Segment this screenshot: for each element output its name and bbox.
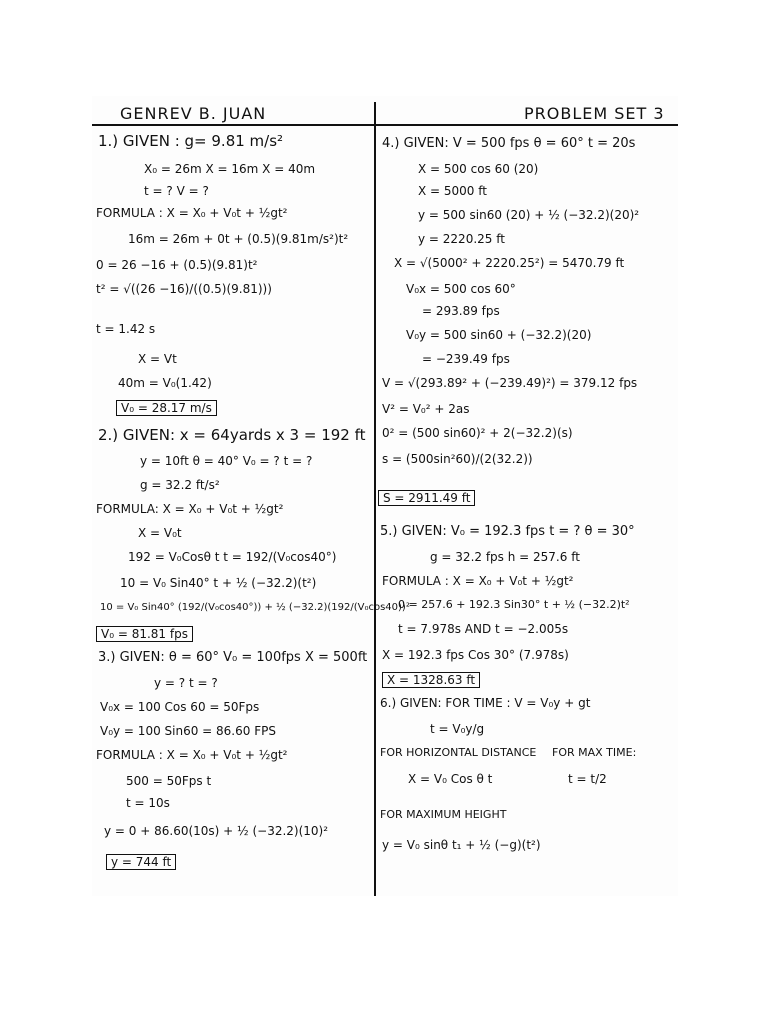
p2-answer: V₀ = 81.81 fps	[96, 626, 193, 642]
p4-answer: S = 2911.49 ft	[378, 490, 475, 506]
p1-formula: FORMULA : X = X₀ + V₀t + ½gt²	[96, 206, 288, 220]
p6-horizontal-label: FOR HORIZONTAL DISTANCE	[380, 746, 537, 759]
p3-step3: y = 0 + 86.60(10s) + ½ (−32.2)(10)²	[104, 824, 329, 838]
p6-height: y = V₀ sinθ t₁ + ½ (−g)(t²)	[382, 838, 541, 852]
p1-step2: 0 = 26 −16 + (0.5)(9.81)t²	[96, 258, 258, 272]
p5-given: 5.) GIVEN: V₀ = 192.3 fps t = ? θ = 30°	[380, 524, 635, 539]
p3-step1: 500 = 50Fps t	[126, 774, 212, 788]
p4-step9: = −239.49 fps	[422, 352, 510, 366]
p5-step2: t = 7.978s AND t = −2.005s	[398, 622, 569, 636]
p1-time: t = 1.42 s	[96, 322, 156, 336]
p1-step4: X = Vt	[138, 352, 177, 366]
p1-step3: t² = √((26 −16)/((0.5)(9.81)))	[96, 282, 272, 296]
p3-answer: y = 744 ft	[106, 854, 176, 870]
p3-unknowns: y = ? t = ?	[154, 676, 218, 690]
header-rule	[92, 124, 678, 126]
p3-step2: t = 10s	[126, 796, 170, 810]
p4-given: 4.) GIVEN: V = 500 fps θ = 60° t = 20s	[382, 136, 636, 151]
p5-step3: X = 192.3 fps Cos 30° (7.978s)	[382, 648, 569, 662]
p4-step2: X = 5000 ft	[418, 184, 487, 198]
p4-step5: X = √(5000² + 2220.25²) = 5470.79 ft	[394, 256, 625, 270]
p4-step12: 0² = (500 sin60)² + 2(−32.2)(s)	[382, 426, 573, 440]
p4-step13: s = (500sin²60)/(2(32.2))	[382, 452, 533, 466]
p2-gravity: g = 32.2 ft/s²	[140, 478, 220, 492]
p4-step11: V² = V₀² + 2as	[382, 402, 470, 416]
p1-unknowns: t = ? V = ?	[144, 184, 209, 198]
p3-voy: V₀y = 100 Sin60 = 86.60 FPS	[100, 724, 276, 738]
p6-given: 6.) GIVEN: FOR TIME : V = V₀y + gt	[380, 696, 591, 710]
p2-formula: FORMULA: X = X₀ + V₀t + ½gt²	[96, 502, 284, 516]
p4-step3: y = 500 sin60 (20) + ½ (−32.2)(20)²	[418, 208, 640, 222]
p2-given: 2.) GIVEN: x = 64yards x 3 = 192 ft	[98, 426, 366, 444]
center-divider	[374, 102, 376, 896]
p5-values: g = 32.2 fps h = 257.6 ft	[430, 550, 580, 564]
p6-time: t = V₀y/g	[430, 722, 485, 736]
p2-step2: 192 = V₀Cosθ t t = 192/(V₀cos40°)	[128, 550, 337, 564]
p4-step4: y = 2220.25 ft	[418, 232, 505, 246]
p6-height-label: FOR MAXIMUM HEIGHT	[380, 808, 507, 821]
p5-formula: FORMULA : X = X₀ + V₀t + ½gt²	[382, 574, 574, 588]
p3-formula: FORMULA : X = X₀ + V₀t + ½gt²	[96, 748, 288, 762]
p3-given: 3.) GIVEN: θ = 60° V₀ = 100fps X = 500ft	[98, 650, 368, 665]
p2-step4: 10 = V₀ Sin40° (192/(V₀cos40°)) + ½ (−32.2)(192/(V₀cos40))²	[100, 602, 410, 613]
p4-step7: = 293.89 fps	[422, 304, 500, 318]
p4-step10: V = √(293.89² + (−239.49)²) = 379.12 fps	[382, 376, 638, 390]
p4-step8: V₀y = 500 sin60 + (−32.2)(20)	[406, 328, 592, 342]
p2-values: y = 10ft θ = 40° V₀ = ? t = ?	[140, 454, 313, 468]
p5-answer: X = 1328.63 ft	[382, 672, 480, 688]
p4-step6: V₀x = 500 cos 60°	[406, 282, 516, 296]
p6-maxtime-label: FOR MAX TIME:	[552, 746, 637, 759]
p5-step1: 0 = 257.6 + 192.3 Sin30° t + ½ (−32.2)t²	[398, 598, 630, 611]
p6-maxtime: t = t/2	[568, 772, 607, 786]
p1-step5: 40m = V₀(1.42)	[118, 376, 212, 390]
p1-given: 1.) GIVEN : g= 9.81 m/s²	[98, 132, 284, 150]
p1-values: X₀ = 26m X = 16m X = 40m	[144, 162, 316, 176]
p1-answer: V₀ = 28.17 m/s	[116, 400, 217, 416]
p6-horizontal: X = V₀ Cos θ t	[408, 772, 493, 786]
sheet-title: PROBLEM SET 3	[524, 104, 665, 123]
student-name: GENREV B. JUAN	[120, 104, 267, 123]
p2-step3: 10 = V₀ Sin40° t + ½ (−32.2)(t²)	[120, 576, 317, 590]
p1-step1: 16m = 26m + 0t + (0.5)(9.81m/s²)t²	[128, 232, 349, 246]
problem-sheet	[92, 96, 678, 896]
p2-step1: X = V₀t	[138, 526, 182, 540]
p4-step1: X = 500 cos 60 (20)	[418, 162, 539, 176]
p3-vox: V₀x = 100 Cos 60 = 50Fps	[100, 700, 260, 714]
